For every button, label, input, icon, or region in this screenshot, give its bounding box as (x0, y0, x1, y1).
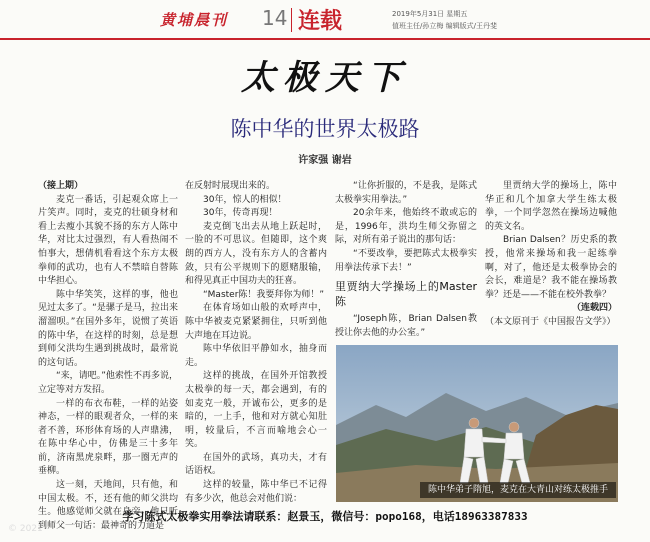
paragraph: Brian Dalsen？历史系的教授，他常来操场和我一起练拳啊，对了，他还是太极拳协会的会长，难道是？我不能在操场教拳？还是——不能在校外教拳？ (485, 235, 617, 300)
column-1 (38, 180, 178, 533)
article-byline: 许家强 谢岩 (298, 155, 352, 166)
source-note: （本文原刊于《中国报告文学》） (485, 316, 616, 327)
paragraph: 麦克倒飞出去从地上跃起时，一脸的不可思议。但随即，这个爽朗的西方人，没有东方人的含蓄内敛，只有公平规则下的愿赌服输，和得见真正中国功夫的狂喜。 (185, 221, 327, 287)
section-name: 连载 (298, 8, 343, 34)
newspaper-logo: 黄埔晨刊 (160, 11, 229, 29)
article-title: 太极天下 (241, 58, 409, 98)
paragraph: “Joseph陈，Brian Dalsen教授让你去他的办公室。” (335, 314, 477, 338)
paragraph: 这样的较量，陈中华已不记得有多少次，他总会对他们说： (185, 480, 327, 504)
photo-caption: 陈中华弟子隋旭，麦克在大青山对练太极推手 (420, 482, 616, 498)
photo-illustration (336, 345, 618, 502)
paragraph: 陈中华依旧平静如水，抽身而走。 (185, 344, 327, 368)
paragraph: 这样的挑战，在国外开馆教授太极拳的每一天，都会遇到，有的如麦克一般，开诚布公，更多的是暗的，一上手，他和对方就心知肚明，较量后，不言而喻地会心一笑。 (185, 371, 327, 450)
page-header (0, 0, 650, 40)
paragraph: “来，请吧。”他索性不再多说，立定等对方发招。 (38, 371, 178, 395)
issue-date: 2019年5月31日 星期五 (392, 10, 468, 18)
watermark: © 2021 (8, 524, 43, 534)
paragraph: 麦克一番话，引起观众席上一片笑声。同时，麦克的壮硕身材和看上去瘦小其貌不扬的东方人陈中华，对比太过强烈，有人看热闹不怕事大，想倩机看看这个东方太极拳师的武功，也有人不禁暗自替陈中华担心。 (38, 194, 178, 287)
paragraph: “让你折服的，不是我，是陈式太极拳实用拳法。” (335, 181, 477, 205)
serial-marker: （连载四） (571, 303, 617, 314)
paragraph: 陈中华笑笑，这样的事，他也见过太多了。“是骡子是马，拉出来溜溜呗。”在国外多年，说惯了英语的陈中华，在这样的时刻，总是想到师父洪均生遇到挑战时，最常说的这句话。 (38, 289, 178, 368)
column-3 (335, 180, 477, 340)
paragraph: 里贾纳大学的操场上，陈中华正和几个加拿大学生练太极拳，一个同学忽然在操场边喊他的英文名。 (485, 181, 617, 232)
paragraph: 20余年来，他始终不敢或忘的是，1996年，洪均生师父弥留之际，对所有弟子说出的那句话： (335, 208, 477, 246)
editor-credits: 值班主任/孙立梅 编辑版式/王丹斐 (392, 22, 497, 30)
mountain-photo (336, 345, 618, 502)
paragraph: 30年，传奇再现！ (203, 208, 278, 219)
section-subheading: 里贾纳大学操场上的Master陈 (335, 280, 477, 309)
page-number: 14 (262, 6, 288, 30)
paragraph: 30年，惊人的相似！ (203, 194, 287, 205)
paragraph: “Master陈！我要拜你为师！” (203, 289, 325, 300)
paragraph: 在反射时展现出来的。 (185, 181, 276, 191)
paragraph: 在国外的武场，真功夫，才有话语权。 (185, 452, 327, 477)
contact-footer: 学习陈式太极拳实用拳法请联系：赵景玉，微信号：popo168，电话18963387833 (122, 510, 528, 523)
paragraph: 一样的布衣布鞋，一样的站姿神态，一样的眼观者众，一样的来者不善，环形体育场的人声鼎沸，在陈中华心中，仿佛是三十多年前，济南黑虎泉畔，那一圈无声的垂柳。 (38, 398, 178, 477)
column-4 (485, 180, 617, 330)
paragraph: 这一刻，天地间，只有他，和中国太极。不，还有他的师父洪均生。他感觉师父就在身旁，他只听到师父一句话：最神奇的力道是 (38, 480, 178, 531)
header-divider (291, 8, 292, 32)
paragraph: 在体育场如山般的欢呼声中，陈中华被麦克紧紧拥住，只听到他大声地在耳边说。 (185, 303, 327, 341)
continued-marker: （接上期） (38, 181, 84, 191)
article-subtitle: 陈中华的世界太极路 (230, 117, 420, 141)
column-2 (185, 180, 327, 506)
paragraph: “不要改拳，要把陈式太极拳实用拳法传承下去！” (335, 248, 477, 273)
